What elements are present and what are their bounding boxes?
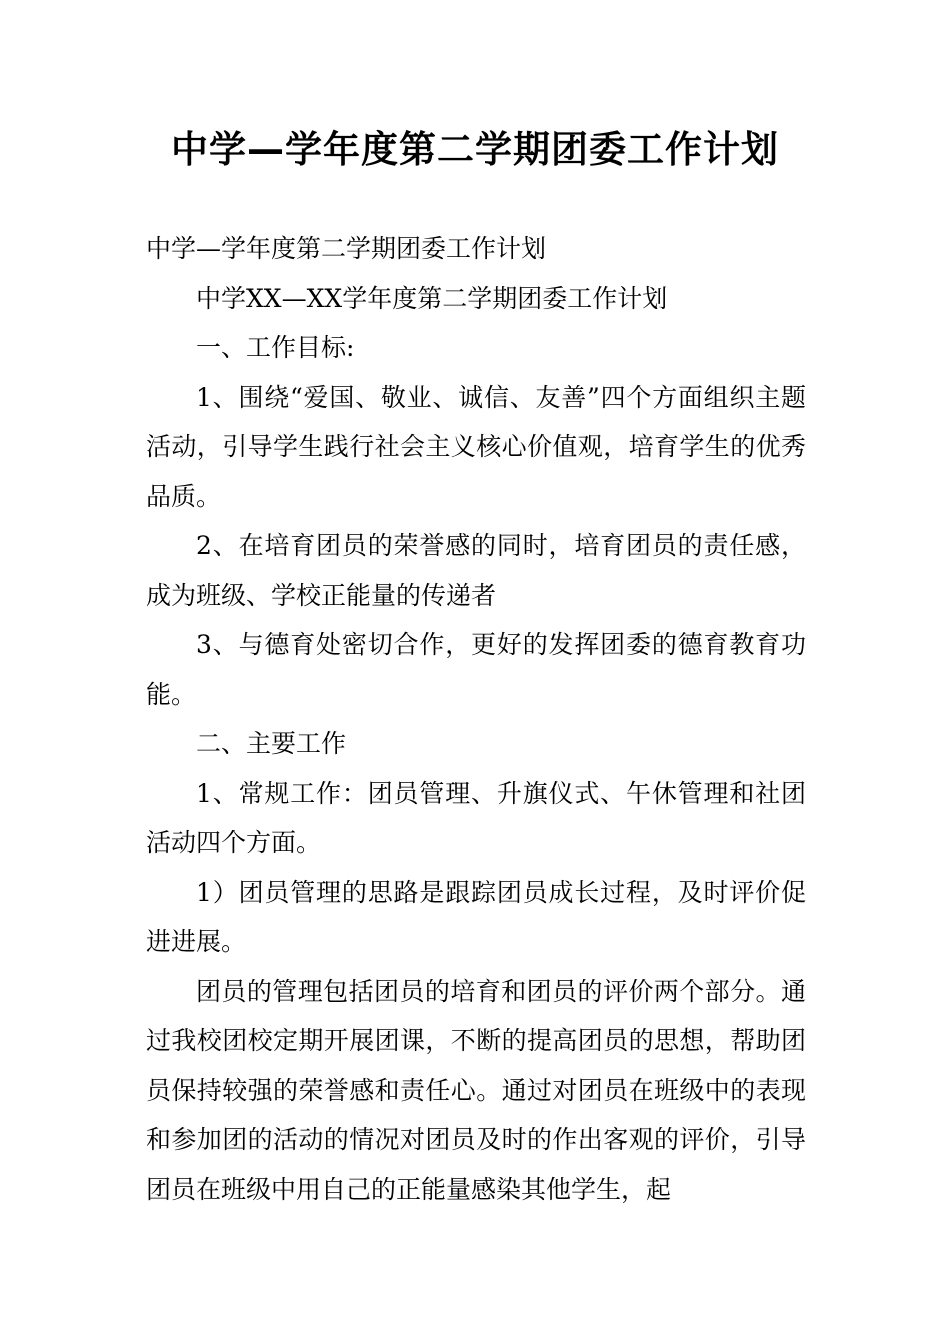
paragraph: 1、围绕“爱国、敬业、诚信、友善”四个方面组织主题活动，引导学生践行社会主义核心价值观，培育学生的优秀品质。: [146, 382, 806, 511]
paragraph: 1、常规工作：团员管理、升旗仪式、午休管理和社团活动四个方面。: [146, 778, 806, 857]
paragraph: 中学—学年度第二学期团委工作计划: [146, 234, 547, 263]
paragraph: 团员的管理包括团员的培育和团员的评价两个部分。通过我校团校定期开展团课，不断的提高团员的思想，帮助团员保持较强的荣誉感和责任心。通过对团员在班级中的表现和参加团的活动的情况对团员及时的作出客观的评价，引导团员在班级中用自己的正能量感染其他学生，起: [146, 976, 806, 1204]
document-body: [146, 224, 806, 1214]
paragraph: 一、工作目标:: [196, 333, 355, 362]
paragraph: 1）团员管理的思路是跟踪团员成长过程，及时评价促进进展。: [146, 877, 806, 956]
paragraph: 3、与德育处密切合作，更好的发挥团委的德育教育功能。: [146, 630, 806, 709]
paragraph: 中学XX—XX学年度第二学期团委工作计划: [196, 283, 668, 313]
paragraph: 二、主要工作: [196, 729, 347, 758]
document-title: 中学—学年度第二学期团委工作计划: [171, 128, 779, 171]
paragraph: 2、在培育团员的荣誉感的同时，培育团员的责任感，成为班级、学校正能量的传递者: [146, 531, 806, 610]
